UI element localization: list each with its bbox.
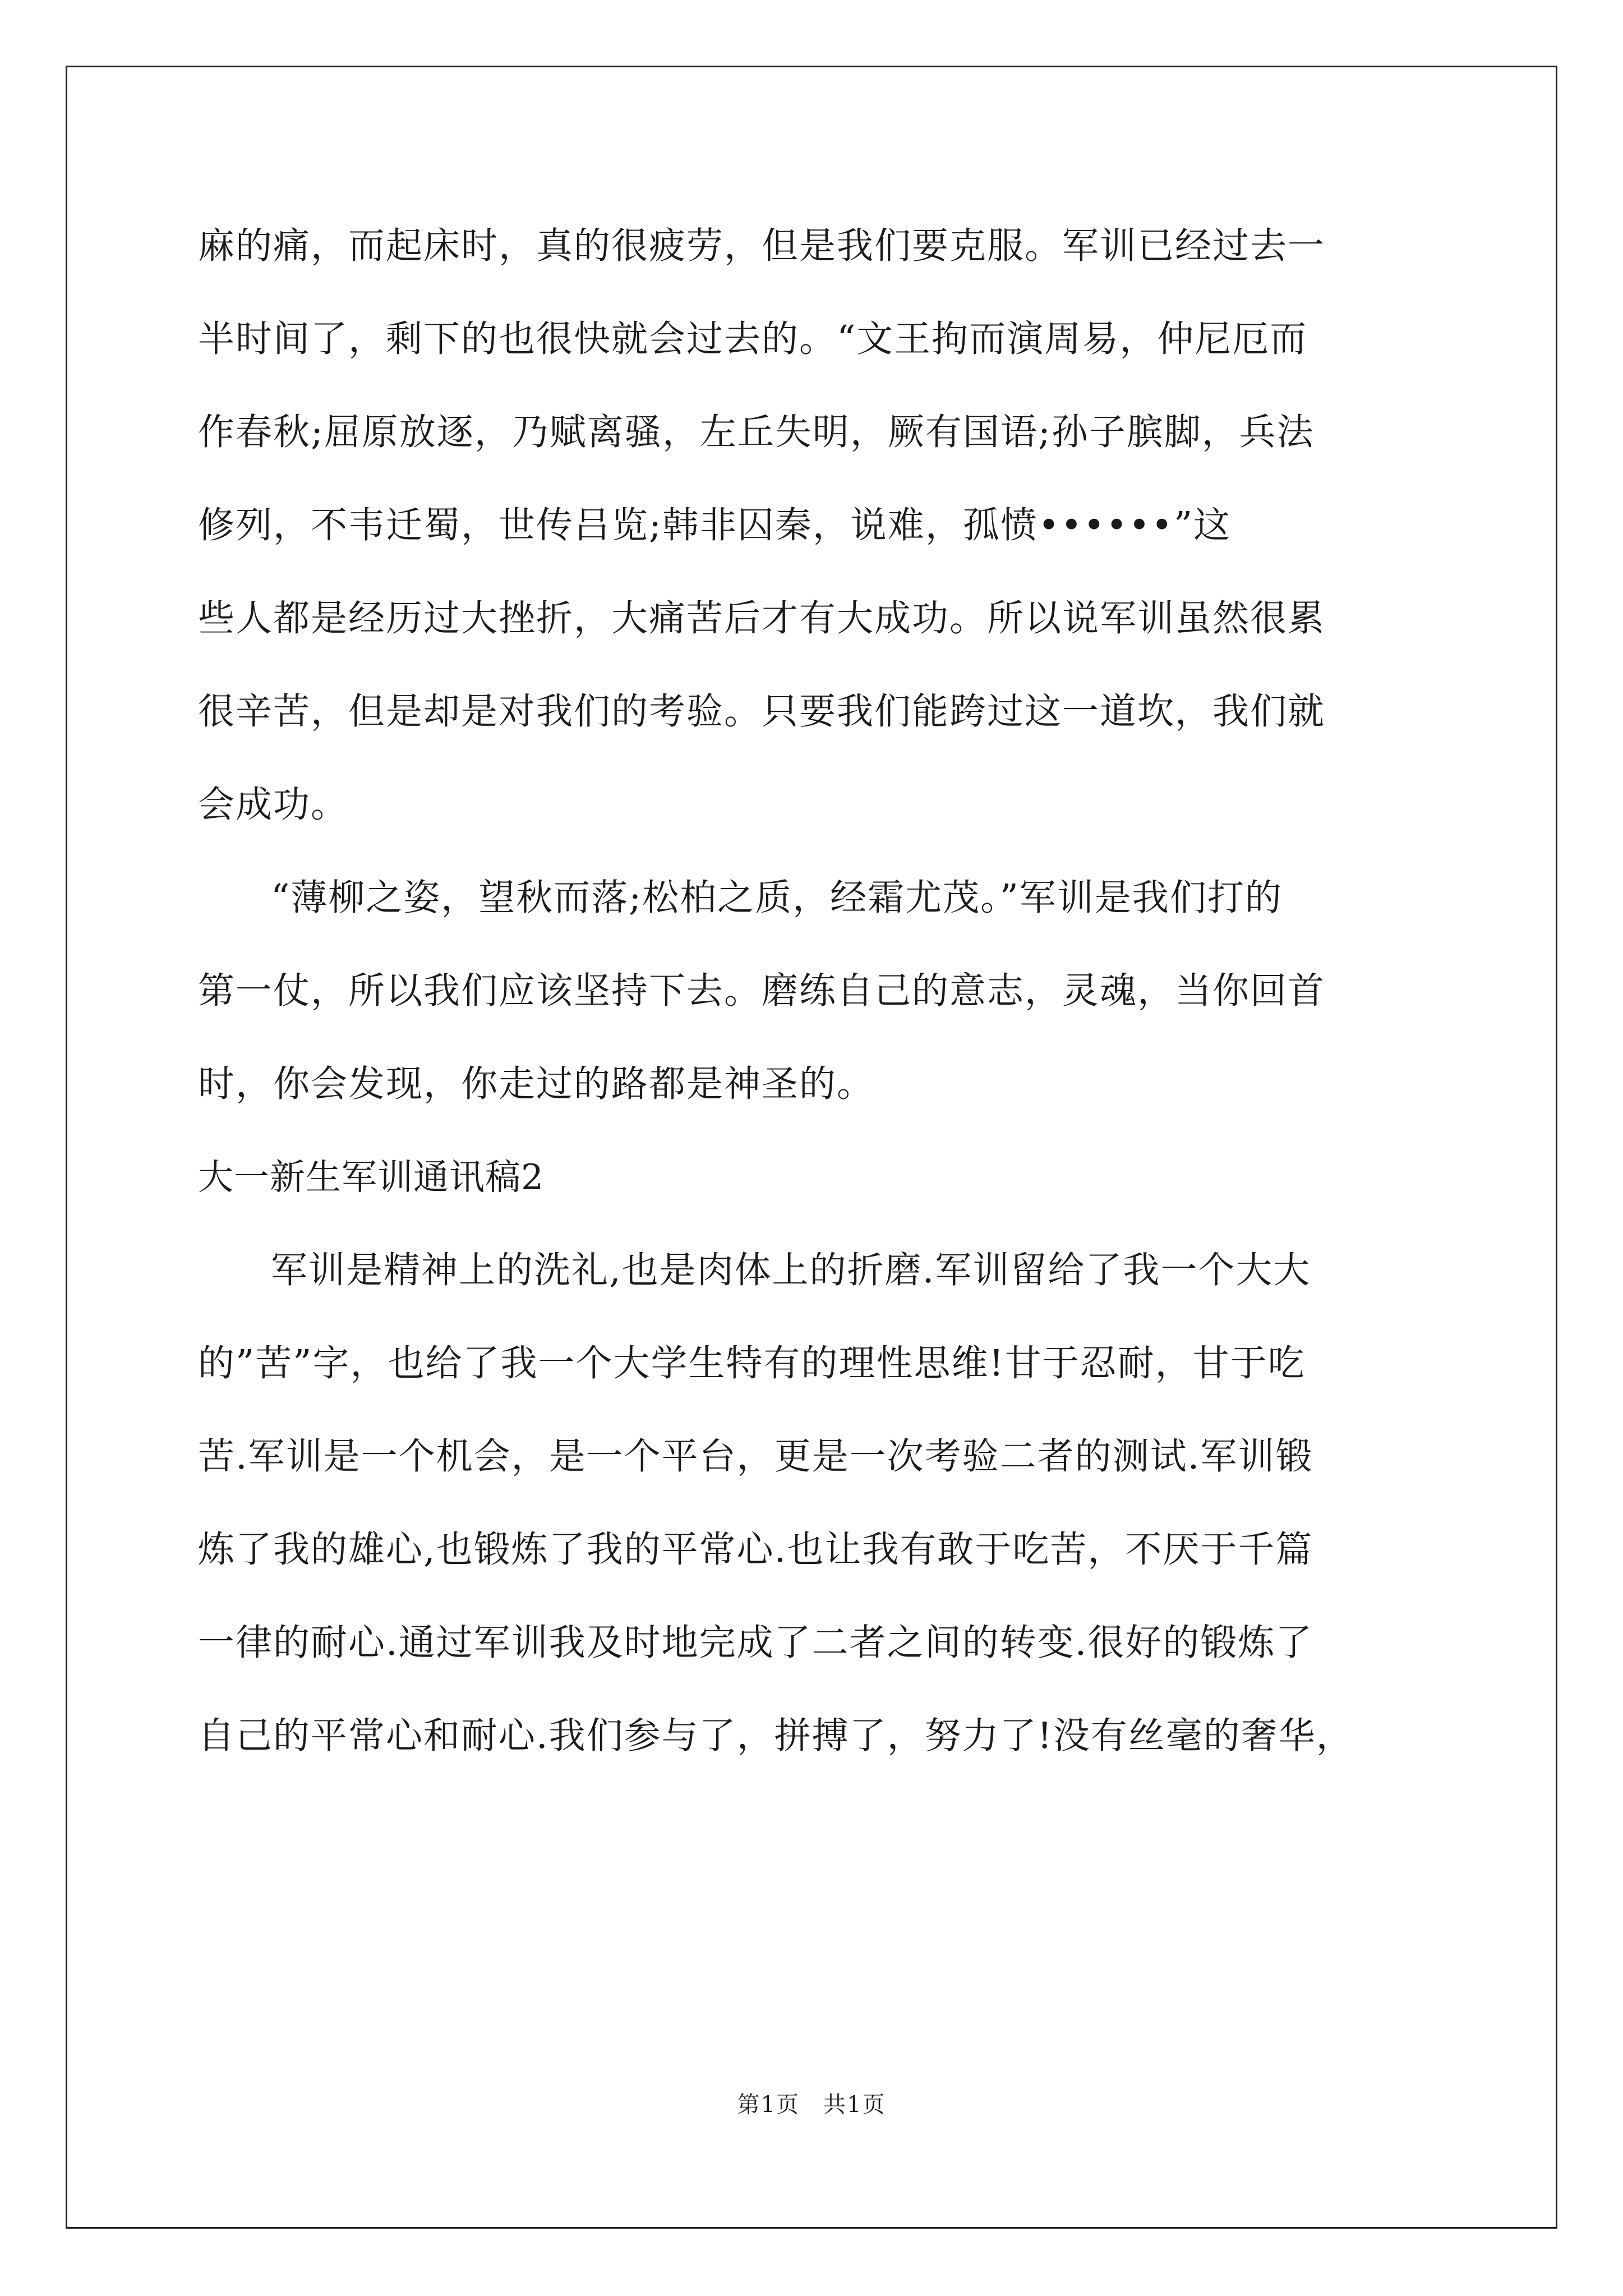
page-number-footer: 第1页 共1页 [737, 2092, 886, 2118]
paragraph-start-line: 军训是精神上的洗礼,也是肉体上的折磨.军训留给了我一个大大 [271, 1249, 1311, 1291]
text-line: 自己的平常心和耐心.我们参与了，拼搏了，努力了!没有丝毫的奢华， [198, 1715, 1354, 1757]
text-line: 作春秋;屈原放逐，乃赋离骚，左丘失明，厥有国语;孙子膑脚，兵法 [198, 411, 1315, 453]
text-line: 麻的痛，而起床时，真的很疲劳，但是我们要克服。军训已经过去一 [198, 225, 1326, 267]
text-line: 的”苦”字，也给了我一个大学生特有的理性思维!甘于忍耐，甘于吃 [198, 1342, 1306, 1384]
text-line: 修列，不韦迁蜀，世传吕览;韩非囚秦，说难，孤愤••••••”这 [198, 504, 1232, 546]
text-line: 半时间了，剩下的也很快就会过去的。“文王拘而演周易，仲尼厄而 [198, 318, 1308, 360]
text-line: 苦.军训是一个机会，是一个平台，更是一次考验二者的测试.军训锻 [198, 1435, 1313, 1478]
text-line: 一律的耐心.通过军训我及时地完成了二者之间的转变.很好的锻炼了 [198, 1622, 1313, 1664]
text-line: 炼了我的雄心,也锻炼了我的平常心.也让我有敢于吃苦，不厌于千篇 [198, 1529, 1313, 1571]
text-line: 会成功。 [198, 784, 349, 826]
text-line: 些人都是经历过大挫折，大痛苦后才有大成功。所以说军训虽然很累 [198, 597, 1326, 639]
text-line: 第一仗，所以我们应该坚持下去。磨练自己的意志，灵魂，当你回首 [198, 970, 1326, 1012]
section-heading: 大一新生军训通讯稿2 [198, 1157, 545, 1198]
text-line: 很辛苦，但是却是对我们的考验。只要我们能跨过这一道坎，我们就 [198, 691, 1326, 733]
document-body [198, 213, 1432, 1796]
text-line: 时，你会发现，你走过的路都是神圣的。 [198, 1063, 875, 1105]
paragraph-start-line: “薄柳之姿，望秋而落;松柏之质，经霜尤茂。”军训是我们打的 [271, 877, 1283, 919]
